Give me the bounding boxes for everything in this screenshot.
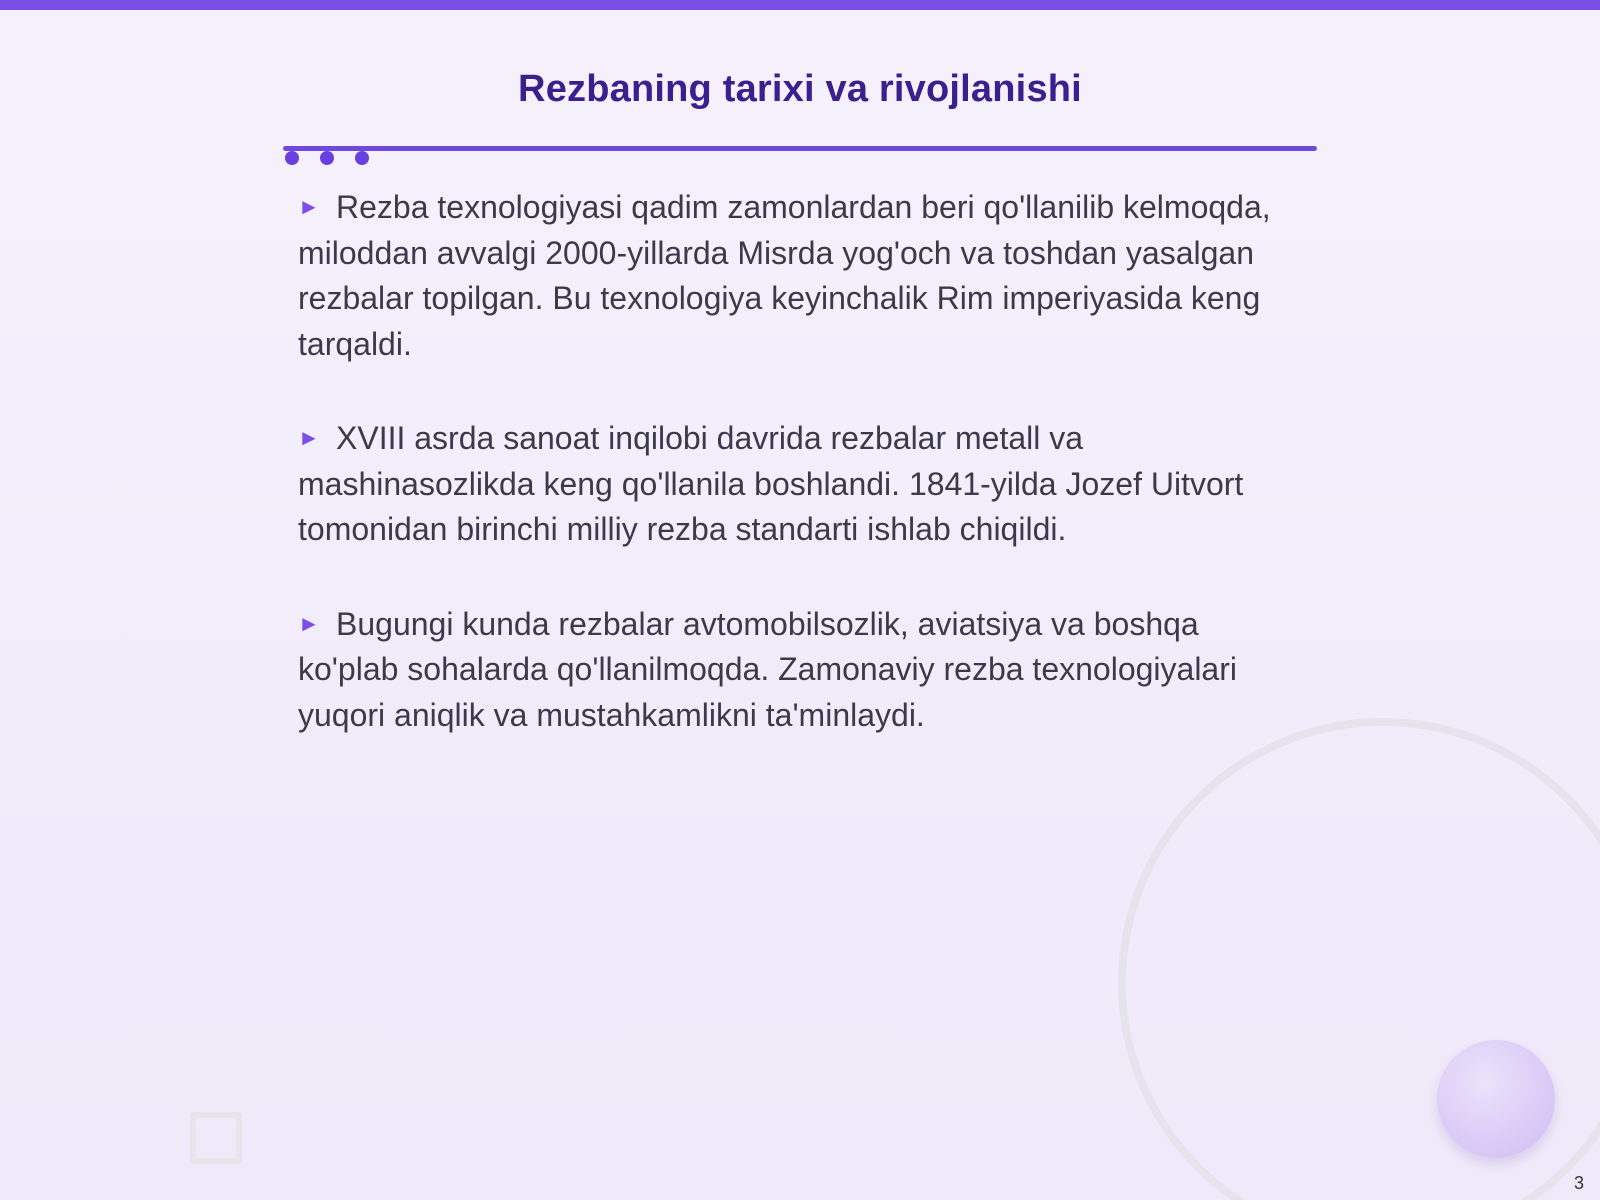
bullet-list	[298, 184, 1278, 786]
bullet-text: XVIII asrda sanoat inqilobi davrida rezbalar metall va mashinasozlikda keng qo'llanila boshlandi. 1841-yilda Jozef Uitvort tomonidan birinchi milliy rezba standarti ishlab chiqildi.	[298, 420, 1244, 547]
triangle-right-icon: ►	[298, 610, 320, 636]
bullet-item	[298, 415, 1278, 553]
decor-dot-1	[285, 151, 299, 165]
bullet-text: Bugungi kunda rezbalar avtomobilsozlik, aviatsiya va boshqa ko'plab sohalarda qo'llanilmoqda. Zamonaviy rezba texnologiyalari yuqori aniqlik va mustahkamlikni ta'minlaydi.	[298, 605, 1237, 733]
triangle-right-icon: ►	[298, 194, 320, 219]
title-underline	[283, 146, 1317, 151]
decor-orb	[1437, 1040, 1555, 1158]
top-accent-bar	[0, 0, 1600, 10]
page-number: 3	[1573, 1173, 1584, 1193]
decor-dot-3	[355, 151, 369, 165]
bullet-item	[298, 184, 1278, 367]
bullet-item	[298, 601, 1278, 739]
decor-dot-2	[320, 151, 334, 165]
slide-title: Rezbaning tarixi va rivojlanishi	[518, 68, 1082, 110]
decor-square	[190, 1112, 242, 1164]
bullet-text: Rezba texnologiyasi qadim zamonlardan beri qo'llanilib kelmoqda, miloddan avvalgi 2000-yillarda Misrda yog'och va toshdan yasalgan rezbalar topilgan. Bu texnologiya keyinchalik Rim imperiyasida keng tarqaldi.	[298, 189, 1271, 362]
triangle-right-icon: ►	[298, 425, 320, 450]
